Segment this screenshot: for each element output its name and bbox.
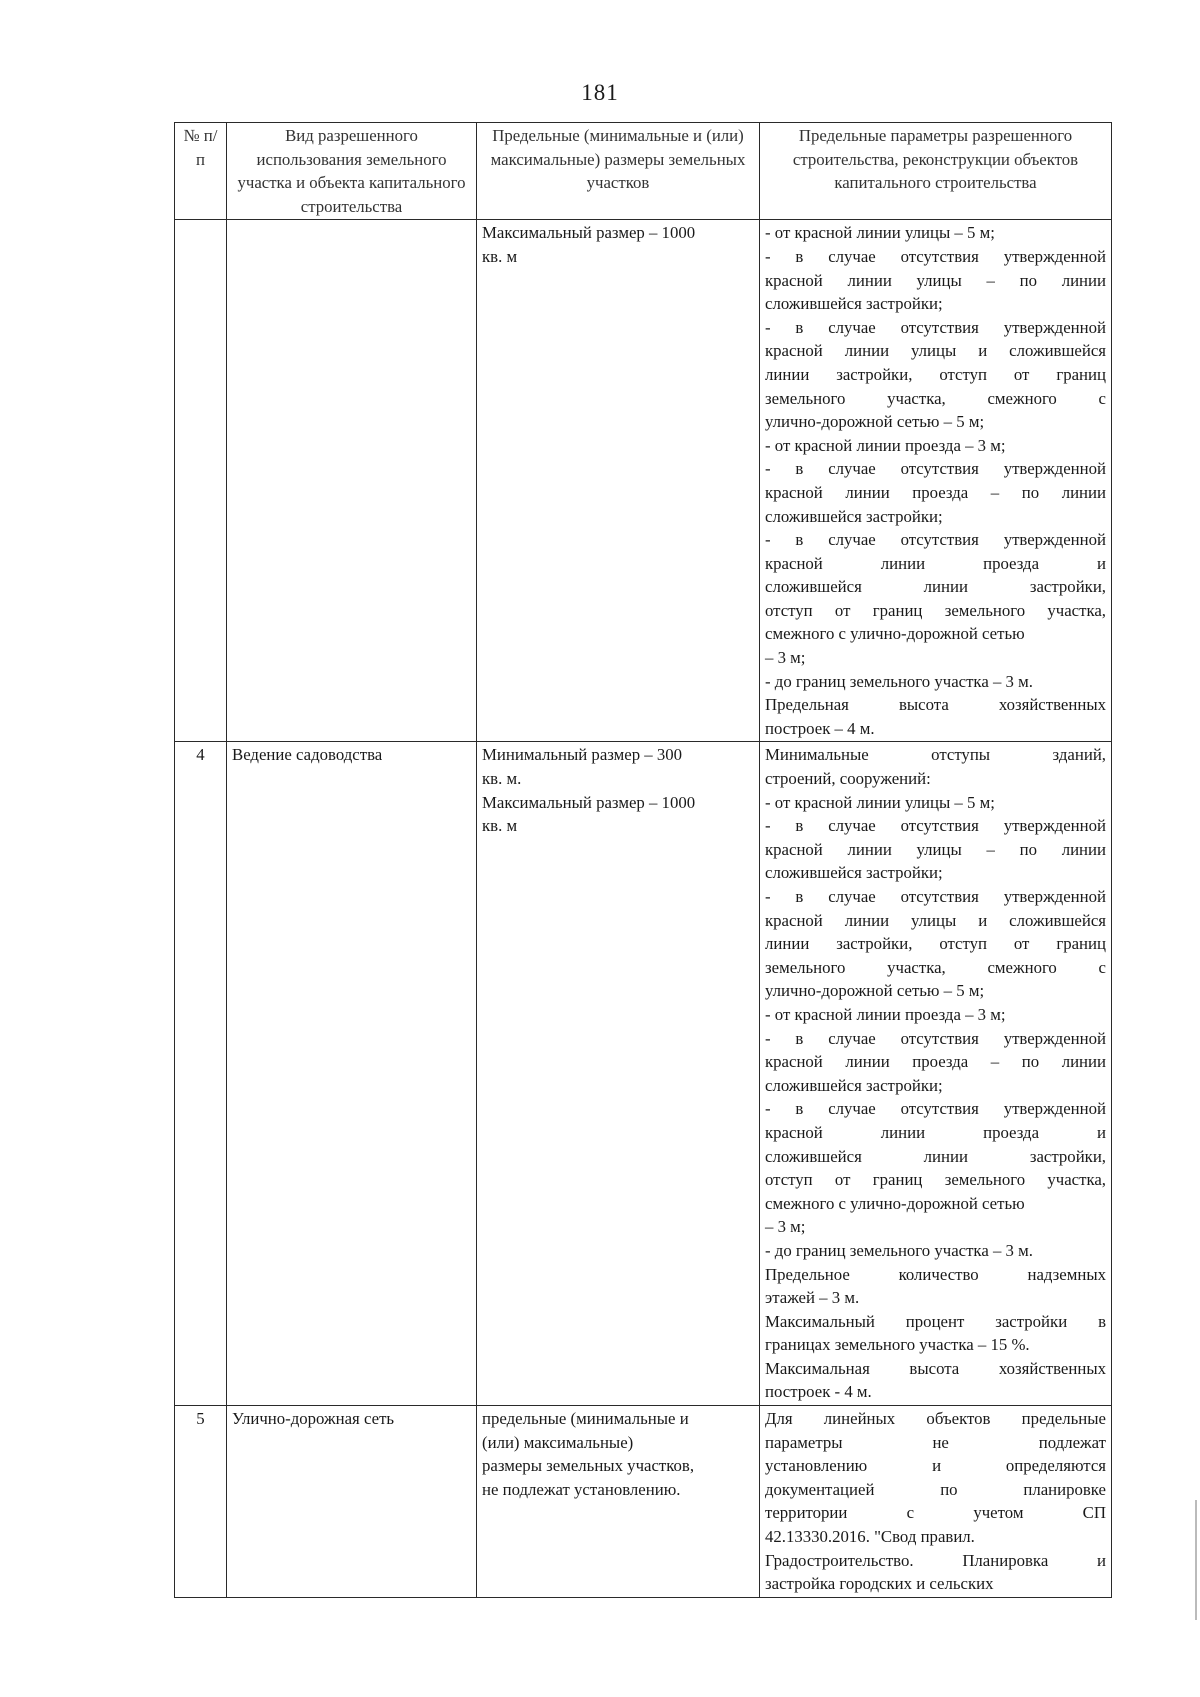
- permitted-use-cell: Ведение садоводства: [227, 742, 477, 1406]
- param-line: красной линии проезда – по линии: [765, 482, 1106, 502]
- param-line: красной линии проезда и: [765, 1122, 1106, 1142]
- param-line: - в случае отсутствия утвержденной: [765, 530, 1106, 550]
- zoning-parameters-table: [174, 122, 1112, 1598]
- param-line: построек - 4 м.: [765, 1382, 872, 1402]
- param-line: улично-дорожной сетью – 5 м;: [765, 981, 985, 1001]
- param-line: - от красной линии проезда – 3 м;: [765, 1004, 1006, 1024]
- param-line: - в случае отсутствия утвержденной: [765, 887, 1106, 906]
- param-line: - до границ земельного участка – 3 м.: [765, 1240, 1033, 1260]
- param-line: земельного участка, смежного с: [765, 388, 1106, 408]
- row-number-cell: 5: [175, 1406, 227, 1598]
- param-line: улично-дорожной сетью – 5 м;: [765, 412, 985, 432]
- plot-size-line: (или) максимальные): [482, 1432, 634, 1452]
- param-line: Максимальная высота хозяйственных: [765, 1358, 1106, 1378]
- param-line: - в случае отсутствия утвержденной: [765, 1099, 1106, 1119]
- param-line: Максимальный процент застройки в: [765, 1311, 1106, 1331]
- param-line: - в случае отсутствия утвержденной: [765, 459, 1106, 479]
- table-row: [175, 220, 1112, 742]
- param-line: Предельная высота хозяйственных: [765, 695, 1106, 715]
- param-line: отступ от границ земельного участка,: [765, 600, 1106, 620]
- plot-size-line: Максимальный размер – 1000: [482, 223, 696, 243]
- plot-sizes-cell: [477, 742, 760, 1406]
- plot-sizes-cell: [477, 220, 760, 742]
- param-line: - в случае отсутствия утвержденной: [765, 1028, 1106, 1048]
- plot-size-line: кв. м: [482, 816, 518, 836]
- scan-edge-mark: [1195, 1500, 1197, 1620]
- param-line: Градостроительство. Планировка и: [765, 1550, 1106, 1570]
- param-line: - в случае отсутствия утвержденной: [765, 246, 1106, 266]
- param-line: параметры не подлежат: [765, 1432, 1106, 1452]
- table-row: [175, 1406, 1112, 1598]
- param-line: смежного с улично-дорожной сетью: [765, 624, 1025, 644]
- param-line: документацией по планировке: [765, 1479, 1106, 1499]
- construction-params-cell: [760, 742, 1112, 1406]
- param-line: красной линии улицы – по линии: [765, 270, 1106, 290]
- table-row: [175, 742, 1112, 1406]
- param-line: сложившейся застройки;: [765, 294, 943, 314]
- param-line: сложившейся застройки;: [765, 506, 943, 526]
- param-line: 42.13330.2016. "Свод правил.: [765, 1527, 975, 1547]
- param-line: территории с учетом СП: [765, 1503, 1106, 1523]
- page-number: 181: [581, 80, 619, 105]
- param-line: - от красной линии проезда – 3 м;: [765, 435, 1006, 455]
- param-line: строений, сооружений:: [765, 769, 931, 789]
- plot-size-line: Максимальный размер – 1000: [482, 792, 696, 812]
- param-line: - до границ земельного участка – 3 м.: [765, 671, 1033, 691]
- plot-size-line: предельные (минимальные и: [482, 1409, 689, 1429]
- plot-size-line: Минимальный размер – 300: [482, 745, 683, 765]
- param-line: установлению и определяются: [765, 1456, 1106, 1476]
- param-line: смежного с улично-дорожной сетью: [765, 1193, 1025, 1213]
- param-line: красной линии улицы и сложившейся: [765, 910, 1106, 930]
- construction-params-cell: [760, 1406, 1112, 1598]
- param-line: красной линии проезда и: [765, 553, 1106, 573]
- param-line: сложившейся линии застройки,: [765, 1146, 1106, 1166]
- param-line: - от красной линии улицы – 5 м;: [765, 792, 995, 812]
- permitted-use-cell: [227, 220, 477, 742]
- param-line: этажей – 3 м.: [765, 1288, 860, 1308]
- param-line: отступ от границ земельного участка,: [765, 1170, 1106, 1190]
- param-line: застройка городских и сельских: [765, 1574, 994, 1594]
- header-number: № п/п: [175, 123, 227, 220]
- plot-sizes-cell: [477, 1406, 760, 1598]
- param-line: земельного участка, смежного с: [765, 957, 1106, 977]
- param-line: – 3 м;: [765, 648, 806, 668]
- param-line: - в случае отсутствия утвержденной: [765, 816, 1106, 836]
- param-line: построек – 4 м.: [765, 718, 875, 738]
- param-line: Минимальные отступы зданий,: [765, 745, 1106, 765]
- param-line: границах земельного участка – 15 %.: [765, 1335, 1030, 1355]
- param-line: красной линии проезда – по линии: [765, 1052, 1106, 1072]
- plot-size-line: не подлежат установлению.: [482, 1479, 681, 1499]
- header-plot-sizes: Предельные (минимальные и (или) максимальные) размеры земельных участков: [477, 123, 760, 220]
- param-line: Предельное количество надземных: [765, 1264, 1106, 1284]
- param-line: красной линии улицы – по линии: [765, 839, 1106, 859]
- param-line: красной линии улицы и сложившейся: [765, 341, 1106, 361]
- param-line: сложившейся застройки;: [765, 863, 943, 883]
- header-construction-parameters: Предельные параметры разрешенного строительства, реконструкции объектов капитального строительства: [760, 123, 1112, 220]
- param-line: сложившейся застройки;: [765, 1075, 943, 1095]
- permitted-use-cell: Улично-дорожная сеть: [227, 1406, 477, 1598]
- param-line: линии застройки, отступ от границ: [765, 364, 1106, 384]
- param-line: Для линейных объектов предельные: [765, 1409, 1106, 1429]
- construction-params-cell: [760, 220, 1112, 742]
- plot-size-line: размеры земельных участков,: [482, 1456, 695, 1476]
- param-line: линии застройки, отступ от границ: [765, 934, 1106, 954]
- row-number-cell: [175, 220, 227, 742]
- param-line: - в случае отсутствия утвержденной: [765, 317, 1106, 337]
- header-permitted-use: Вид разрешенного использования земельного участка и объекта капитального строительства: [227, 123, 477, 220]
- plot-size-line: кв. м: [482, 246, 518, 266]
- param-line: – 3 м;: [765, 1217, 806, 1237]
- param-line: - от красной линии улицы – 5 м;: [765, 223, 995, 243]
- table-header-row: [175, 123, 1112, 220]
- param-line: сложившейся линии застройки,: [765, 577, 1106, 597]
- plot-size-line: кв. м.: [482, 769, 522, 789]
- row-number-cell: 4: [175, 742, 227, 1406]
